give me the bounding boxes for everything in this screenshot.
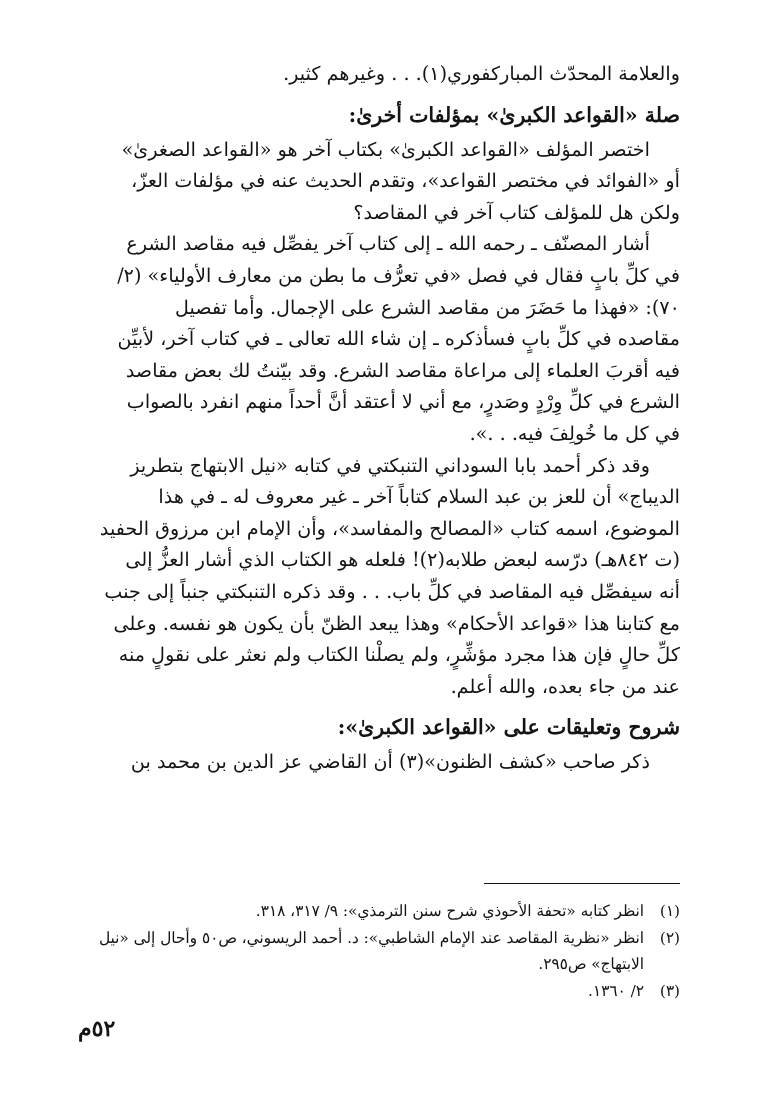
text-line: الشرع في كلِّ وِرْدٍ وصَدرٍ، مع أني لا أعتقد أنَّ أحداً منهم انفرد بالصواب (126, 390, 680, 414)
text-line: الموضوع، اسمه كتاب «المصالح والمفاسد»، وأن الإمام ابن مرزوق الحفيد (99, 516, 680, 540)
footnote-text: انظر «نظرية المقاصد عند الإمام الشاطبي»: د. أحمد الريسوني، ص٥٠ وأحال إلى «نيل الابتهاج» ص٢٩٥. (98, 928, 644, 973)
footnote-divider (484, 883, 680, 884)
page-number: ٥٢م (78, 1016, 116, 1042)
text-line: وقد ذكر أحمد بابا السوداني التنبكتي في كتابه «نيل الابتهاج بتطريز (130, 453, 650, 477)
text-line: عند من جاء بعده، والله أعلم. (450, 674, 680, 698)
footnote-number: (٣) (659, 981, 680, 1000)
footnote (74, 978, 680, 1005)
text-line: مقاصده في كلِّ بابٍ فسأذكره ـ إن شاء الله تعالى ـ في كتاب آخر، لأبيِّن (117, 327, 680, 351)
section-heading-commentaries: شروح وتعليقات على «القواعد الكبرىٰ»: (337, 715, 680, 740)
text-line: اختصر المؤلف «القواعد الكبرىٰ» بكتاب آخر هو «القواعد الصغرىٰ» (121, 137, 650, 161)
section-heading-related-works: صلة «القواعد الكبرىٰ» بمؤلفات أخرىٰ: (348, 102, 680, 127)
paragraph-kashf (74, 746, 680, 778)
text-line: (ت ٨٤٢هـ) درّسه لبعض طلابه(٢)! فلعله هو الكتاب الذي أشار العزُّ إلى (125, 548, 680, 572)
text-line: في كل ما خُولِفَ فيه. . .». (469, 421, 680, 445)
text-line: ٧٠): «فهذا ما حَضَرَ من مقاصد الشرع على الإجمال. وأما تفصيل (175, 295, 680, 319)
footnote-number: (١) (659, 902, 680, 920)
footnote (74, 898, 680, 925)
footnotes (74, 898, 680, 1004)
footnote (74, 925, 680, 978)
text-line: فيه أقربَ العلماء إلى مراعاة مقاصد الشرع. وقد بيّنتُ لك بعض مقاصد (125, 358, 680, 382)
text-line: ولكن هل للمؤلف كتاب آخر في المقاصد؟ (353, 200, 680, 224)
text-line: أو «الفوائد في مختصر القواعد»، وتقدم الحديث عنه في مؤلفات العزّ، (131, 169, 680, 193)
text-line: أشار المصنّف ـ رحمه الله ـ إلى كتاب آخر يفصِّل فيه مقاصد الشرع (126, 232, 650, 256)
page-body (74, 58, 680, 778)
text-line: أنه سيفصِّل فيه المقاصد في كلِّ باب. . . وقد ذكره التنبكتي جنباً إلى جنب (104, 579, 680, 603)
text-line: ذكر صاحب «كشف الظنون»(٣) أن القاضي عز الدين بن محمد بن (130, 750, 650, 774)
text-line: في كلِّ بابٍ فقال في فصل «في تعرُّف ما بطن من معارف الأولياء» (٢/ (117, 263, 680, 287)
paragraph-abridgement (74, 134, 680, 229)
footnote-text: انظر كتابه «تحفة الأحوذي شرح سنن الترمذي»: ٩/ ٣١٧، ٣١٨. (255, 902, 644, 920)
intro-line: والعلامة المحدّث المباركفوري(١). . . وغيرهم كثير. (283, 62, 680, 85)
paragraph-author-reference (74, 228, 680, 449)
paragraph-tunbukti (74, 450, 680, 703)
footnote-text: ٢/ ١٣٦٠. (588, 981, 644, 1000)
text-line: كلِّ حالٍ فإن هذا مجرد مؤشِّرٍ، ولم يصلْنا الكتاب ولم نعثر على نقولٍ منه (118, 643, 680, 667)
text-line: الديباج» أن للعز بن عبد السلام كتاباً آخر ـ غير معروف له ـ في هذا (158, 485, 680, 509)
text-line: مع كتابنا هذا «قواعد الأحكام» وهذا يبعد الظنّ بأن يكون هو نفسه. وعلى (113, 611, 680, 635)
footnote-number: (٢) (659, 928, 680, 947)
